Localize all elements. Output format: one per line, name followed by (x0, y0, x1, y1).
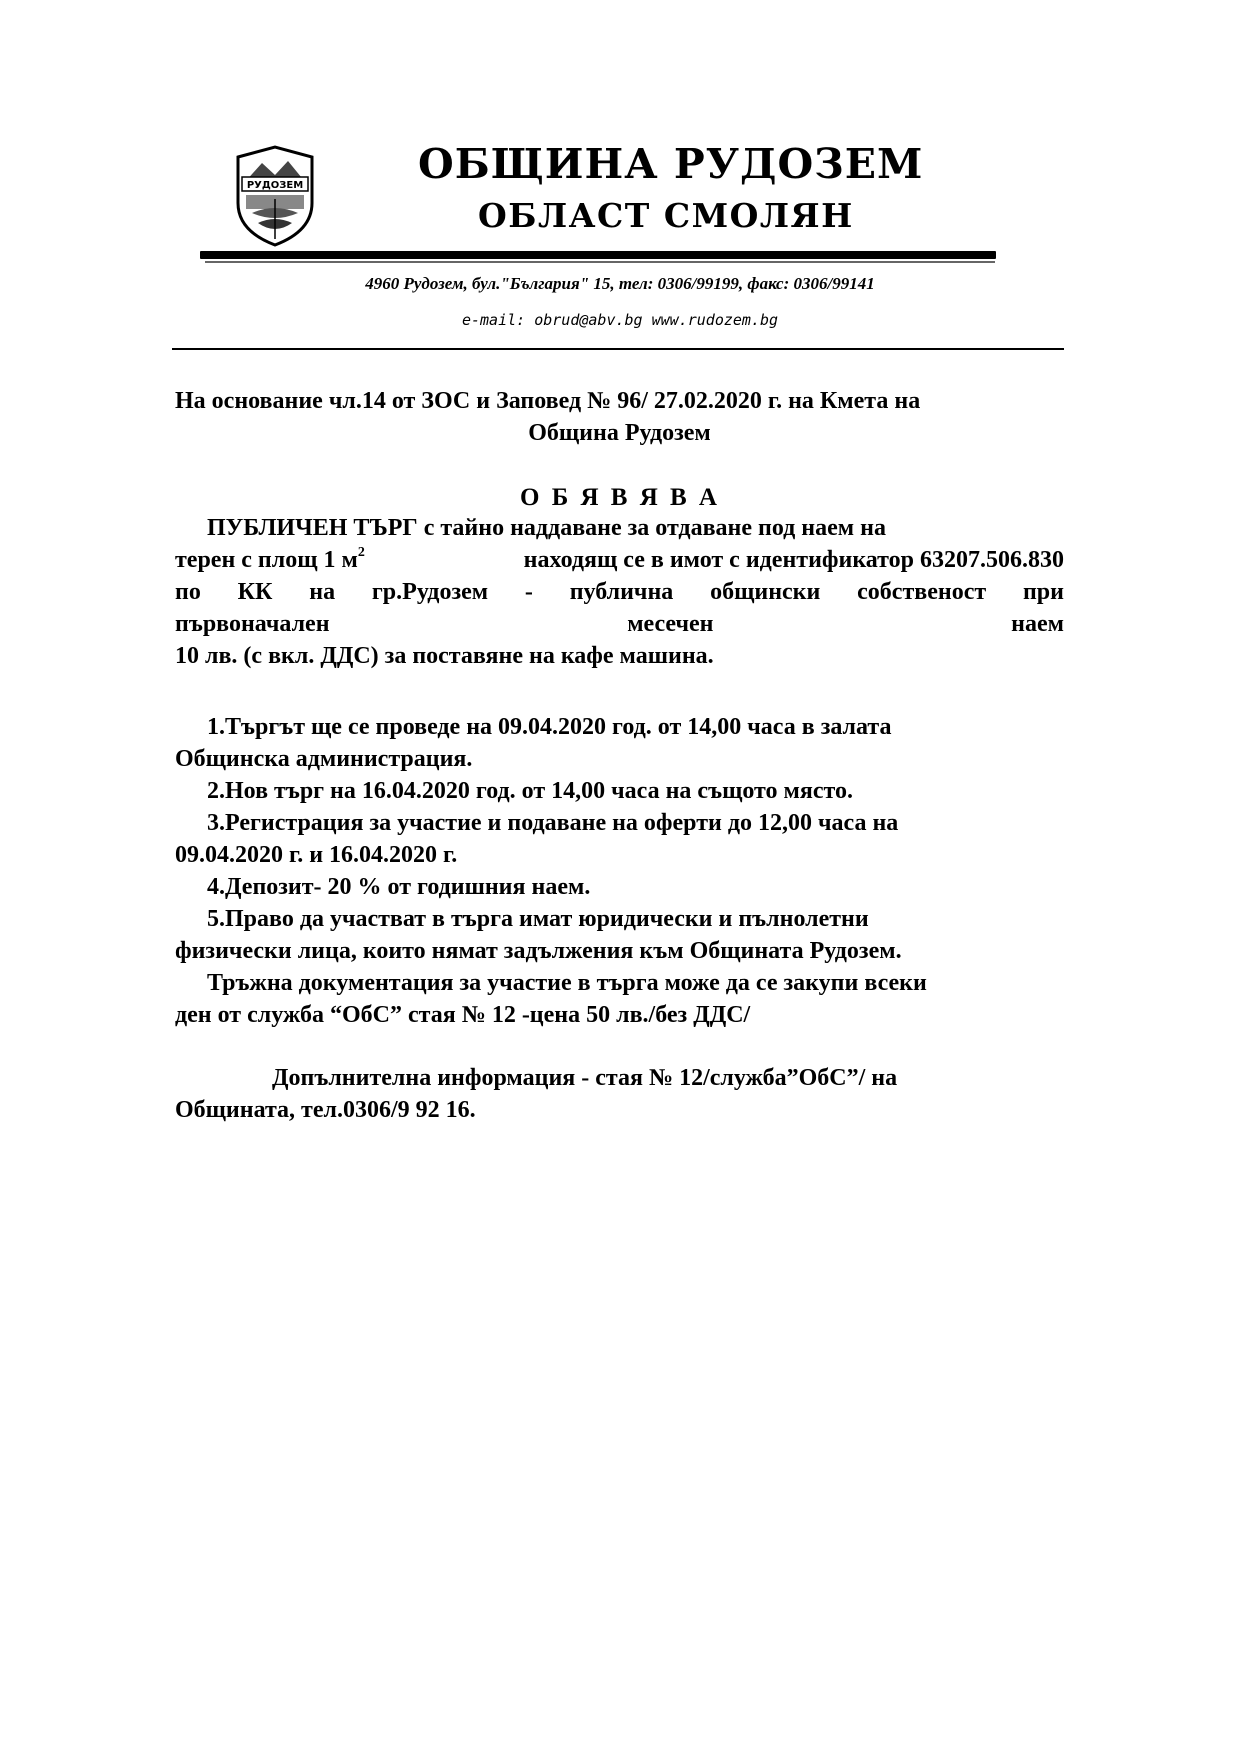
docs-line-2: ден от служба “ОбС” стая № 12 -цена 50 лв./без ДДС/ (175, 1002, 751, 1028)
contact-line: e-mail: obrud@abv.bg www.rudozem.bg (461, 311, 779, 329)
item-3-line-1: 3.Регистрация за участие и подаване на оферти до 12,00 часа на (207, 810, 899, 836)
announce-heading: О Б Я В Я В А (520, 484, 720, 511)
address-line: 4960 Рудозем, бул."България" 15, тел: 0306/99199, факс: 0306/99141 (365, 274, 875, 293)
header-divider-thin (172, 348, 1064, 350)
item-1-line-1: 1.Търгът ще се проведе на 09.04.2020 год. от 14,00 часа в залата (207, 714, 892, 740)
svg-text:РУДОЗЕМ: РУДОЗЕМ (246, 180, 304, 191)
info-line-2: Общината, тел.0306/9 92 16. (175, 1097, 476, 1123)
preamble-line-2: Община Рудозем (528, 420, 711, 446)
info-line-1: Допълнителна информация - стая № 12/служба”ОбС”/ на (272, 1065, 898, 1091)
item-5-line-1: 5.Право да участват в търга имат юридически и пълнолетни (207, 906, 869, 932)
item-2: 2.Нов търг на 16.04.2020 год. от 14,00 часа на същото място. (207, 778, 853, 804)
auction-line-4: първоначален месечен наем (175, 611, 1064, 637)
auction-line-2: терен с площ 1 $м^2$ находящ се в имот с идентификатор 63207.506.830 (175, 545, 1064, 573)
municipality-crest-logo (232, 143, 318, 249)
preamble-line-1: На основание чл.14 от ЗОС и Заповед № 96/ 27.02.2020 г. на Кмета на (175, 388, 921, 414)
auction-line-3: по КК на гр.Рудозем - публична общински собственост при (175, 579, 1064, 605)
header-divider-thick (200, 251, 996, 259)
item-4: 4.Депозит- 20 % от годишния наем. (207, 874, 591, 900)
docs-line-1: Тръжна документация за участие в търга може да се закупи всеки (207, 970, 927, 996)
header-divider-shadow (205, 261, 995, 263)
item-1-line-2: Общинска администрация. (175, 746, 473, 772)
auction-line-5: 10 лв. (с вкл. ДДС) за поставяне на кафе машина. (175, 643, 714, 669)
region-subtitle: ОБЛАСТ СМОЛЯН (478, 196, 854, 235)
auction-line-1: ПУБЛИЧЕН ТЪРГ с тайно наддаване за отдаване под наем на (207, 515, 886, 541)
item-3-line-2: 09.04.2020 г. и 16.04.2020 г. (175, 842, 458, 868)
municipality-title: ОБЩИНА РУДОЗЕМ (418, 140, 924, 188)
item-5-line-2: физически лица, които нямат задължения към Общината Рудозем. (175, 938, 902, 964)
